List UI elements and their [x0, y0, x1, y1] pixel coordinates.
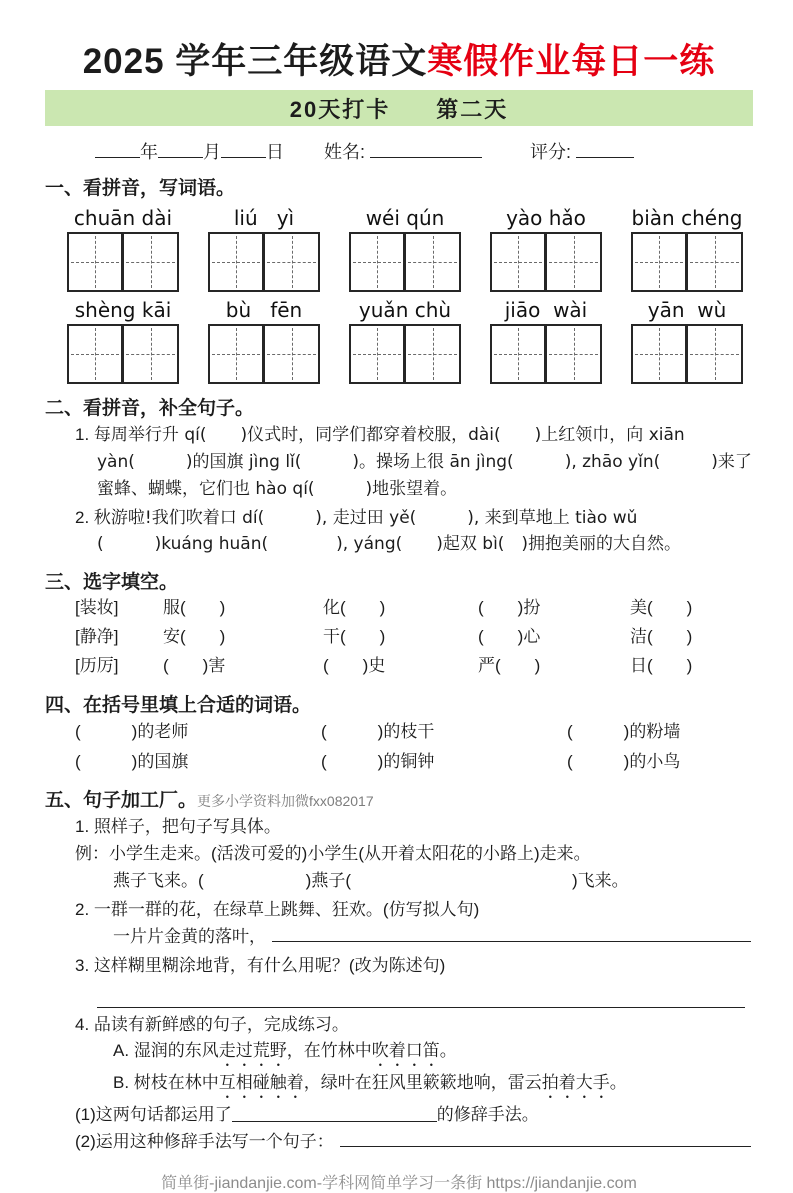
choice-pair: [装妆]: [75, 598, 119, 618]
page-title: [45, 34, 753, 84]
writing-cell: [546, 232, 602, 292]
word-fill-row: [45, 747, 753, 777]
writing-cell: [490, 324, 546, 384]
question-1-pre: (1)这两句话都运用了: [75, 1105, 232, 1125]
score-label: 评分:: [530, 142, 572, 162]
item-text: 这样糊里糊涂地背，有什么用呢？(改为陈述句): [93, 955, 446, 975]
writing-boxes: [349, 232, 461, 292]
item2-answer-line: [45, 924, 753, 951]
writing-boxes: [208, 232, 320, 292]
footer-watermark: 简单街-jiandanjie.com-学科网简单学习一条街 https://jiandanjie.com: [161, 1175, 637, 1193]
item2-lead-text: 一片片金黄的落叶，: [113, 926, 266, 946]
writing-cell: [67, 232, 123, 292]
item-text: 秋游啦!我们吹着口 dí( ), 走过田 yě( ), 来到草地上 tiào wǔ ( )kuáng huān( ), yáng( )起双 bì( )拥抱美丽的大自然。: [93, 507, 682, 555]
item-number: 2.: [75, 507, 90, 527]
title-black: 2025 学年三年级语文: [82, 42, 428, 81]
section5-heading: [45, 785, 753, 812]
choose-item: 严( ): [478, 656, 541, 676]
section2-heading: 二、看拼音，补全句子。: [45, 398, 255, 419]
item-number: 1.: [75, 817, 90, 837]
pinyin-label: shèng kāi: [74, 298, 172, 322]
choose-item: ( )扮: [478, 598, 541, 618]
choose-item: ( )史: [323, 656, 386, 676]
choose-item: 服( ): [163, 598, 226, 618]
writing-cell: [67, 324, 123, 384]
answer-blank: [272, 925, 751, 942]
section2-item-1: [45, 422, 753, 503]
writing-boxes: [208, 324, 320, 384]
choose-row: [45, 594, 753, 623]
pinyin-row-1: [45, 206, 753, 292]
watermark-text: 更多小学资料加微fxx082017: [197, 793, 374, 810]
writing-cell: [123, 324, 179, 384]
pinyin-group: [349, 298, 461, 384]
choose-item: 日( ): [630, 656, 693, 676]
pinyin-label: chuān dài: [73, 206, 173, 230]
choose-item: 化( ): [323, 598, 386, 618]
fill-item: ( )的小鸟: [567, 751, 681, 771]
section3-heading: 三、选字填空。: [45, 572, 179, 594]
item-number: 4.: [75, 1014, 90, 1034]
pinyin-group: [490, 298, 602, 384]
choose-item: 洁( ): [630, 627, 693, 647]
pinyin-label: yān wù: [647, 298, 727, 322]
pinyin-label: bù fēn: [225, 298, 303, 322]
pinyin-label: liú yì: [233, 206, 295, 230]
fill-item: ( )的国旗: [75, 751, 189, 771]
pinyin-label: jiāo wài: [504, 298, 588, 322]
writing-cell: [546, 324, 602, 384]
question-1-post: 的修辞手法。: [436, 1105, 539, 1125]
month-label: 月: [203, 142, 221, 162]
writing-cell: [264, 324, 320, 384]
writing-cell: [208, 232, 264, 292]
pinyin-label: wéi qún: [365, 206, 445, 230]
writing-cell: [208, 324, 264, 384]
choose-row: [45, 623, 753, 652]
item3-answer-blank: [97, 994, 745, 1008]
choose-row: [45, 652, 753, 681]
name-label: 姓名:: [324, 142, 366, 162]
day-blank: [221, 140, 266, 158]
writing-cell: [264, 232, 320, 292]
item-number: 2.: [75, 900, 90, 920]
title-red: 寒假作业每日一练: [427, 42, 716, 81]
question-2-blank: [340, 1130, 751, 1147]
month-blank: [158, 140, 203, 158]
item-number: 1.: [75, 425, 90, 444]
choose-item: 安( ): [163, 627, 226, 647]
day-label: 日: [266, 142, 284, 162]
writing-boxes: [490, 324, 602, 384]
writing-cell: [687, 324, 743, 384]
writing-boxes: [349, 324, 461, 384]
fill-item: ( )的枝干: [321, 721, 435, 741]
section4-heading: 四、在括号里填上合适的词语。: [45, 694, 312, 716]
writing-cell: [631, 232, 687, 292]
fill-item: ( )的老师: [75, 721, 189, 741]
writing-cell: [349, 324, 405, 384]
pinyin-group: [349, 206, 461, 292]
pinyin-label: biàn chéng: [631, 206, 743, 230]
writing-cell: [405, 232, 461, 292]
section5-item-4: [45, 1012, 753, 1039]
pinyin-group: [208, 206, 320, 292]
writing-cell: [123, 232, 179, 292]
date-name-score-line: [45, 138, 753, 164]
score-blank: [576, 140, 634, 158]
item-text: 品读有新鲜感的句子，完成练习。: [93, 1014, 349, 1034]
choose-item: ( )心: [478, 627, 541, 647]
name-blank: [370, 140, 482, 158]
year-blank: [95, 140, 140, 158]
pinyin-group: [67, 206, 179, 292]
writing-boxes: [631, 324, 743, 384]
pinyin-group: [67, 298, 179, 384]
pinyin-label: yuǎn chù: [358, 298, 452, 322]
writing-boxes: [67, 232, 179, 292]
question-1-blank: [232, 1105, 437, 1122]
choose-item: 干( ): [323, 627, 386, 647]
sentence-b: B. 树枝在林中互相碰触着，绿叶在狂风里簌簌地响，雷云拍着大手。: [113, 1073, 627, 1093]
pinyin-row-2: [45, 298, 753, 384]
section1-heading: 一、看拼音，写词语。: [45, 178, 236, 199]
item1-answer-line: 燕子飞来。( )燕子( )飞来。: [113, 871, 629, 891]
section5-heading-text: 五、句子加工厂。: [45, 790, 198, 812]
pinyin-group: [208, 298, 320, 384]
section5-item-1: [45, 814, 753, 841]
writing-boxes: [631, 232, 743, 292]
pinyin-group: [490, 206, 602, 292]
writing-boxes: [67, 324, 179, 384]
writing-cell: [349, 232, 405, 292]
item-text: 一群一群的花，在绿草上跳舞、狂欢。(仿写拟人句): [93, 900, 480, 920]
writing-cell: [490, 232, 546, 292]
writing-cell: [687, 232, 743, 292]
question-2-line: [45, 1129, 753, 1156]
pinyin-label: yào hǎo: [506, 206, 586, 230]
item-number: 3.: [75, 955, 90, 975]
choice-pair: [静净]: [75, 627, 119, 647]
item-text: 每周举行升 qí( )仪式时，同学们都穿着校服，dài( )上红领巾，向 xiān yàn( )的国旗 jìng lǐ( )。操场上很 ān jìng( ), zhāo yǐn( )来了蜜蜂、蝴蝶，它们也 hào qí( )地张望着。: [93, 425, 752, 499]
section5-item-3: [45, 953, 753, 980]
section5-item-2: [45, 897, 753, 924]
item1-example-line: 例：小学生走来。(活泼可爱的)小学生(从开着太阳花的小路上)走来。: [75, 844, 591, 864]
choice-pair: [历厉]: [75, 656, 119, 676]
question-1-line: [45, 1102, 753, 1129]
word-fill-row: [45, 717, 753, 747]
choose-item: 美( ): [630, 598, 693, 618]
question-2-pre: (2)运用这种修辞手法写一个句子：: [75, 1132, 334, 1152]
fill-item: ( )的铜钟: [321, 751, 435, 771]
banner-left: 20天打卡: [289, 96, 391, 122]
day-banner: [45, 90, 753, 126]
writing-cell: [405, 324, 461, 384]
banner-right: 第二天: [436, 96, 509, 122]
year-label: 年: [140, 142, 158, 162]
writing-cell: [631, 324, 687, 384]
item-text: 照样子，把句子写具体。: [93, 817, 281, 837]
pinyin-group: [631, 298, 743, 384]
choose-item: ( )害: [163, 656, 226, 676]
sentence-a: A. 湿润的东风走过荒野，在竹林中吹着口笛。: [113, 1041, 457, 1061]
section2-item-2: [45, 505, 753, 559]
fill-item: ( )的粉墙: [567, 721, 681, 741]
pinyin-group: [631, 206, 743, 292]
writing-boxes: [490, 232, 602, 292]
